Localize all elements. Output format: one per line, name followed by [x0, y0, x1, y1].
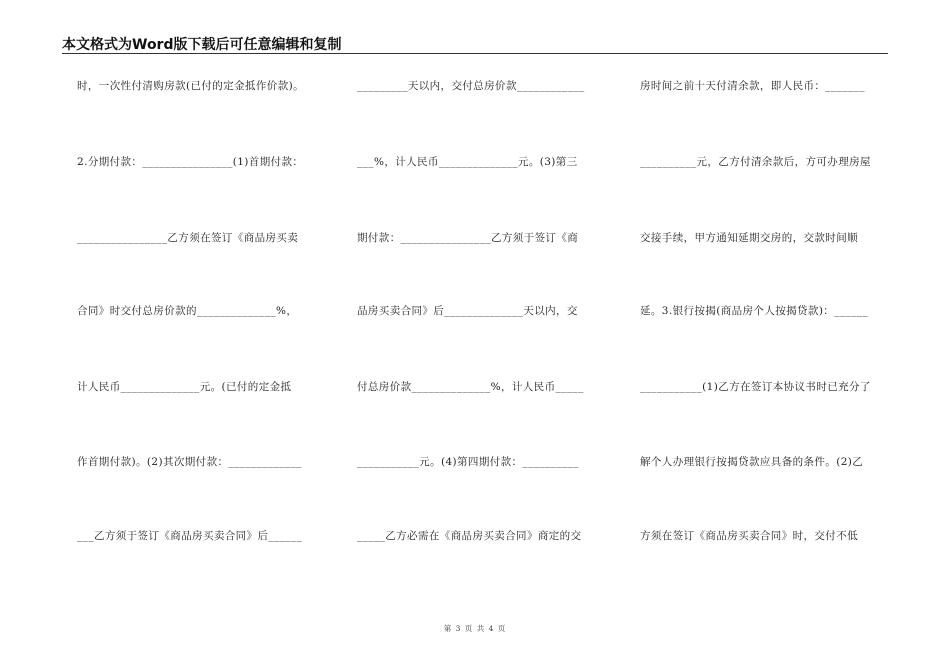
- text-line: ___________元。(4)第四期付款：__________: [357, 456, 579, 468]
- text-line: 方须在签订《商品房买卖合同》时，交付不低: [640, 530, 858, 542]
- text-line: 解个人办理银行按揭贷款应具备的条件。(2)乙: [640, 456, 864, 468]
- page-header-title: 本文格式为Word版下载后可任意编辑和复制: [62, 37, 342, 53]
- text-line: _____乙方必需在《商品房买卖合同》商定的交: [357, 530, 582, 542]
- text-line: 时，一次性付清购房款(已付的定金抵作价款)。: [77, 80, 304, 92]
- text-line: 延。3.银行按揭(商品房个人按揭贷款)：______: [640, 305, 869, 317]
- text-line: 作首期付款)。(2)其次期付款：_____________: [77, 456, 302, 468]
- text-line: 房时间之前十天付清余款，即人民币：_______: [640, 80, 865, 92]
- text-line: _________天以内，交付总房价款____________: [357, 80, 585, 92]
- text-line: 期付款：________________乙方须于签订《商: [357, 232, 579, 244]
- text-line: ___________(1)乙方在签订本协议书时已充分了: [640, 381, 871, 393]
- header-divider: [62, 53, 888, 54]
- text-line: __________元，乙方付清余款后，方可办理房屋: [640, 156, 871, 168]
- text-line: 2.分期付款：________________(1)首期付款：: [77, 156, 304, 168]
- text-line: 品房买卖合同》后______________天以内，交: [357, 305, 578, 317]
- text-line: ___%，计人民币______________元。(3)第三: [357, 156, 578, 168]
- text-line: 计人民币______________元。(已付的定金抵: [77, 381, 292, 393]
- text-line: ________________乙方须在签订《商品房买卖: [77, 232, 299, 244]
- text-line: ___乙方须于签订《商品房买卖合同》后______: [77, 530, 303, 542]
- text-line: 交接手续，甲方通知延期交房的，交款时间顺: [640, 232, 858, 244]
- text-line: 合同》时交付总房价款的______________%，: [77, 305, 298, 317]
- text-line: 付总房价款______________%，计人民币_____: [357, 381, 584, 393]
- page-number-footer: 第 3 页 共 4 页: [443, 624, 507, 633]
